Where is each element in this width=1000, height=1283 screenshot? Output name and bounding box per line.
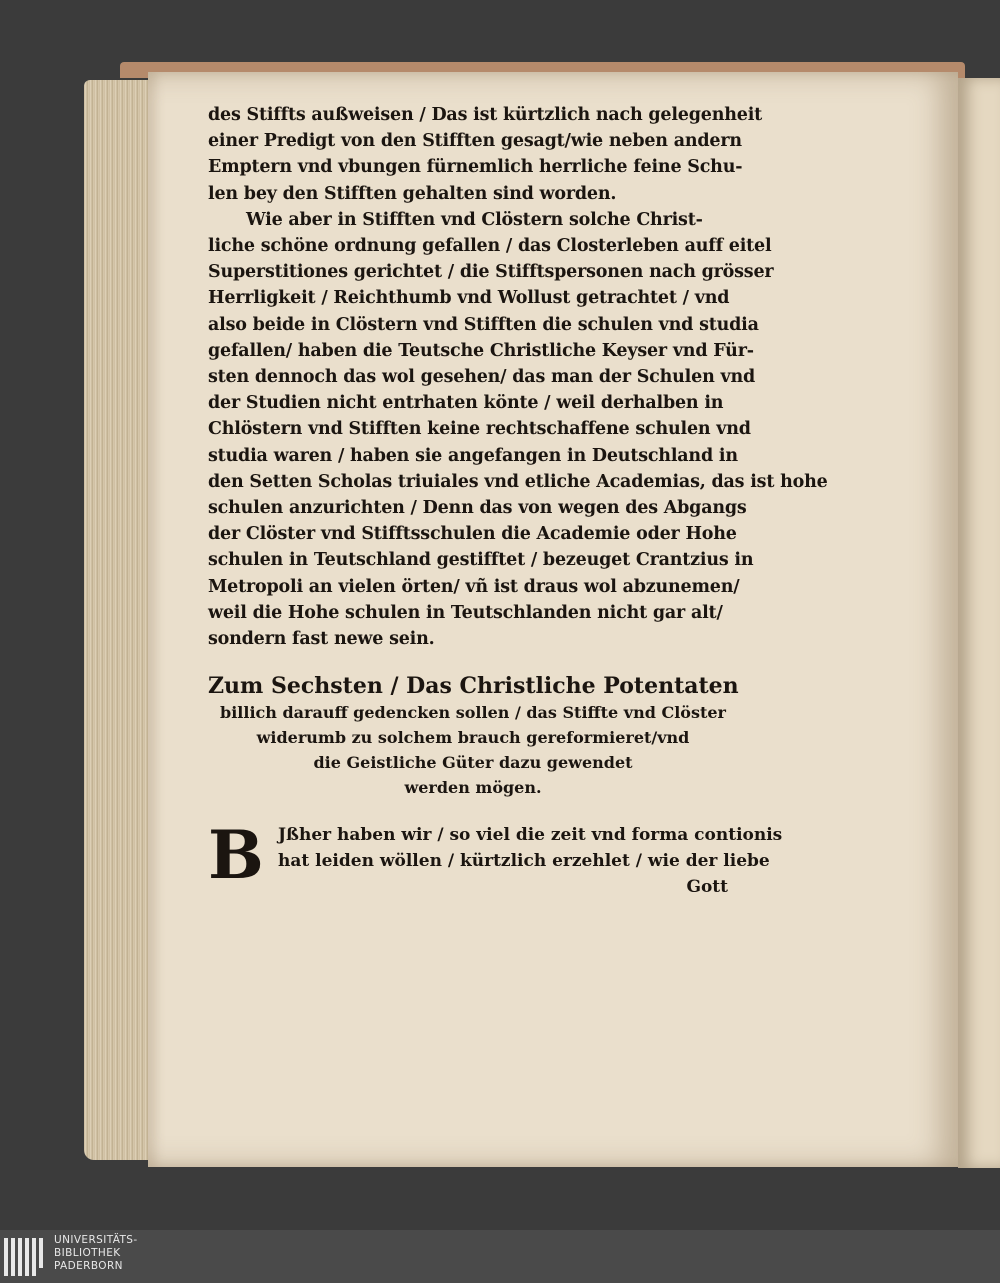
heading-line: die Geistliche Güter dazu gewendet	[313, 753, 633, 773]
page-stack-edges	[84, 80, 154, 1160]
facing-page-edge	[958, 78, 1000, 1168]
text-line: Herrligkeit / Reichthumb vnd Wollust getrachtet / vnd	[208, 288, 730, 309]
text-line: Wie aber in Stifften vnd Clöstern solche Christ-	[246, 209, 703, 230]
text-line: schulen anzurichten / Denn das von wegen des Abgangs	[208, 498, 747, 519]
text-line: sten dennoch das wol gesehen/ das man der Schulen vnd	[208, 367, 756, 388]
library-footer	[0, 1230, 1000, 1283]
text-line: der Clöster vnd Stifftsschulen die Academie oder Hohe	[208, 524, 737, 545]
text-line: Metropoli an vielen örten/ vñ ist draus wol abzunemen/	[208, 576, 740, 597]
text-line: Emptern vnd vbungen fürnemlich herrliche feine Schu-	[208, 157, 743, 178]
text-line: also beide in Clöstern vnd Stifften die schulen vnd studia	[208, 314, 759, 335]
text-line: der Studien nicht entrhaten könte / weil derhalben in	[208, 393, 724, 414]
heading-line: widerumb zu solchem brauch gereformieret/vnd	[256, 728, 690, 748]
opening-paragraph	[208, 816, 783, 912]
heading-line: Zum Sechsten / Das Christliche Potentaten	[208, 673, 739, 700]
text-line: Superstitiones gerichtet / die Stifftspersonen nach grösser	[208, 262, 774, 283]
text-line: sondern fast newe sein.	[208, 629, 435, 650]
text-line: gefallen/ haben die Teutsche Christliche Keyser vnd Für-	[208, 340, 754, 361]
text-line: len bey den Stifften gehalten sind worden.	[208, 183, 617, 204]
text-line: des Stiffts außweisen / Das ist kürtzlich nach gelegenheit	[208, 105, 763, 125]
text-line: einer Predigt von den Stifften gesagt/wie neben andern	[208, 131, 742, 152]
page-text	[208, 102, 828, 912]
drop-cap-initial: B	[208, 816, 264, 895]
catchword: Gott	[686, 877, 728, 898]
text-line: weil die Hohe schulen in Teutschlanden nicht gar alt/	[208, 602, 723, 623]
library-name: UNIVERSITÄTS- BIBLIOTHEK PADERBORN	[54, 1234, 138, 1272]
body-paragraphs	[208, 102, 828, 652]
heading-line: werden mögen.	[404, 778, 542, 798]
text-line: schulen in Teutschland gestifftet / bezeuget Crantzius in	[208, 550, 754, 571]
heading-line: billich darauff gedencken sollen / das Stiffte vnd Clöster	[220, 703, 726, 723]
library-logo-icon	[4, 1236, 48, 1278]
opening-line: hat leiden wöllen / kürtzlich erzehlet / wie der liebe	[278, 851, 770, 872]
text-line: Chlöstern vnd Stifften keine rechtschaffene schulen vnd	[208, 419, 751, 440]
text-line: studia waren / haben sie angefangen in Deutschland in	[208, 445, 738, 466]
section-heading	[208, 672, 738, 800]
text-line: liche schöne ordnung gefallen / das Closterleben auff eitel	[208, 236, 772, 257]
text-line: den Setten Scholas triuiales vnd etliche Academias, das ist hohe	[208, 471, 828, 492]
opening-line: Jßher haben wir / so viel die zeit vnd forma contionis	[278, 825, 783, 846]
